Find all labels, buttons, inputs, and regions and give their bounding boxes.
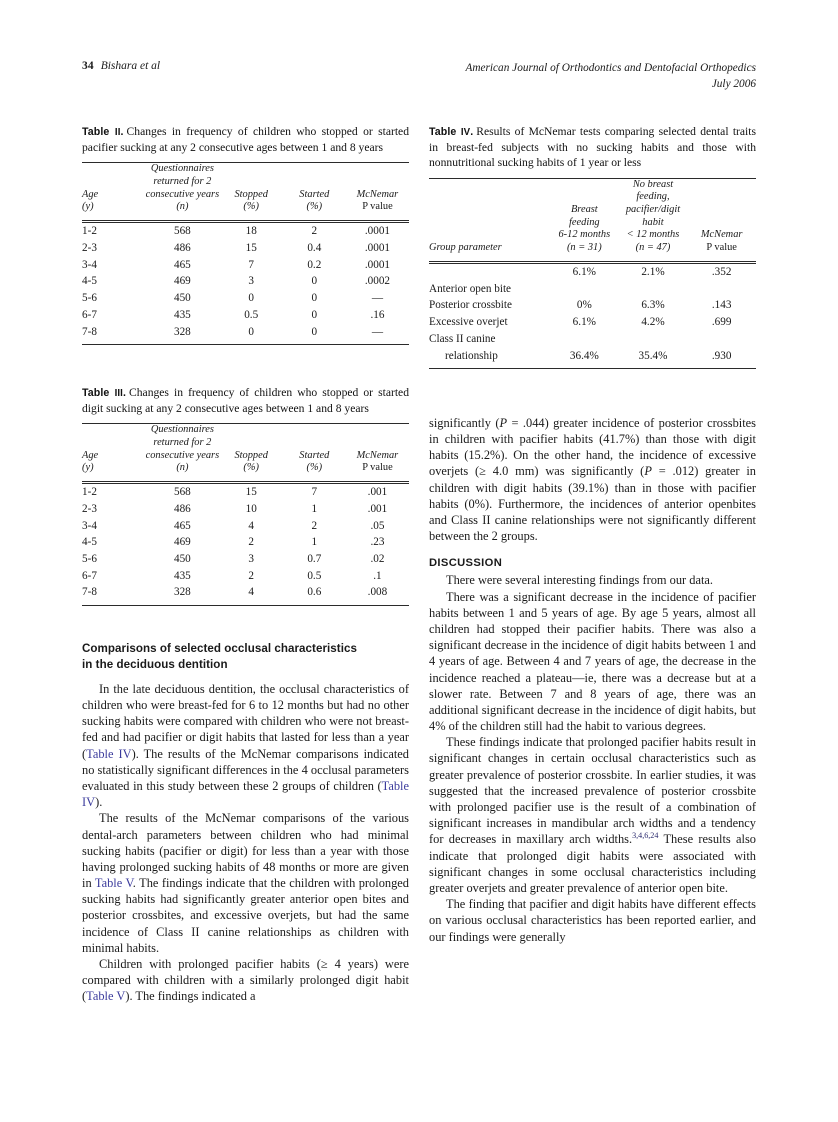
running-head-authors: Bishara et al xyxy=(100,60,161,72)
table-4-th-breast-feeding: Breast feeding 6-12 months (n = 31) xyxy=(558,203,611,253)
table-3-caption-text: Changes in frequency of children who stopped or started digit sucking at any 2 consecutive ages between 1 and 8 years xyxy=(82,385,409,415)
table-3-caption xyxy=(82,385,409,416)
table-4-caption-text: Results of McNemar tests comparing selected dental traits in breast-fed subjects with no sucking habits and those with nonnutritional sucking habits of 1 year or less xyxy=(429,125,757,170)
right-column xyxy=(429,124,756,945)
table-row: Excessive overjet 6.1% 4.2% .699 xyxy=(429,316,732,329)
paragraph-habit-decline: There was a significant decrease in the incidence of pacifier habits between 1 and 5 years of age. By age 5 years, almost all children had stopped their pacifier habits. There was also a significant decrease in the incidence of digit habits between 1 and 4 years of age. Between 4 and 7 years of age, the decrease in the incidence reached a plateau—ie, there was a decrease but at a slower rate. Between 7 and 8 years of age, there was an additional significant decrease in the incidence of digit habits, but 4% of the children still had the habit to various degrees. xyxy=(429,589,756,734)
table-row: 6.1% 2.1% .352 xyxy=(572,265,732,278)
table-4-label: Table IV. xyxy=(429,126,474,138)
table-row: 1-2 568 15 7 .001 xyxy=(82,486,388,499)
table-4-th-no-breast-feeding: No breast feeding, pacifier/digit habit < 12 months (n = 47) xyxy=(625,178,681,253)
table-2-caption-text: Changes in frequency of children who stopped or started pacifier sucking at any 2 consecutive ages between 1 and 8 years xyxy=(82,125,409,154)
paragraph-crossbite-overjet-results: significantly (P = .044) greater incidence of posterior crossbites in children with pacifier habits (41.7%) than those with digit habits (15.2%). On the other hand, the incidence of excessive overjets (≥ 4.0 mm) was significantly (P = .012) greater in children with digit habits (39.1%) than in those with pacifier habits (0%). Furthermore, the incidences of anterior openbites and Class II canine relationships were not significantly different between the 2 groups. xyxy=(429,415,756,544)
table-row: 7-8 328 0 0 — xyxy=(82,325,384,338)
p-symbol-1: P xyxy=(499,415,508,430)
table-row: 6-7 435 2 0.5 .1 xyxy=(82,569,382,582)
table-row: 4-5 469 3 0 .0002 xyxy=(82,275,391,288)
reference-marker[interactable]: 3,4,6,24 xyxy=(632,831,659,841)
table-3-th-started: Started (%) xyxy=(299,449,330,474)
table-2-block xyxy=(82,124,409,345)
running-head-left xyxy=(82,60,160,72)
table-2-caption xyxy=(82,124,409,155)
table-3-th-age: Age (y) xyxy=(82,449,99,474)
paragraph-mcnemar-dental-arch: The results of the McNemar comparisons of the various dental-arch parameters between children who had minimal sucking habits (pacifier or digit) for less than a year with those having prolonged sucking habits of 48 months or more are given in Table V. The findings indicate that the children with prolonged sucking habits had significantly greater anterior open bites and posterior crossbites, and excessive overjets, but had the same incidence of Class II canine relationships as children with minimal habits. xyxy=(82,811,409,955)
table-3-th-mcnemar: McNemar P value xyxy=(356,449,399,474)
table-row: Class II canine xyxy=(429,332,496,345)
table-4-th-mcnemar: McNemar P value xyxy=(700,229,743,253)
table-row: Posterior crossbite 0% 6.3% .143 xyxy=(429,299,732,312)
left-column xyxy=(82,124,409,1005)
table-4-body xyxy=(429,257,756,369)
journal-title: American Journal of Orthodontics and Dentofacial Orthopedics xyxy=(465,62,756,74)
p-symbol-2: P xyxy=(644,464,652,479)
table-row: 5-6 450 3 0.7 .02 xyxy=(82,553,385,566)
table-row: 3-4 465 7 0.2 .0001 xyxy=(82,258,391,271)
table-row: 4-5 469 2 1 .23 xyxy=(82,536,385,549)
xref-table-v-1[interactable]: Table V xyxy=(94,876,133,891)
left-column-prose xyxy=(82,641,409,1005)
xref-table-iv-2[interactable]: Table IV xyxy=(82,778,409,810)
table-row: relationship 36.4% 35.4% .930 xyxy=(445,349,732,362)
page-number: 34 xyxy=(82,60,94,72)
table-2-th-mcnemar: McNemar P value xyxy=(356,188,399,213)
table-row: 2-3 486 10 1 .001 xyxy=(82,502,388,515)
paragraph-discussion-intro: There were several interesting findings from our data. xyxy=(446,573,713,588)
right-column-prose xyxy=(429,415,756,945)
table-4-caption xyxy=(429,124,756,171)
paragraph-prolonged-habit-effects: These findings indicate that prolonged pacifier habits result in significant changes in certain occlusal characteristics such as greater prevalence of posterior crossbite. In earlier studies, it was suggested that the increased prevalence of posterior crossbite with prolonged pacifier use is the result of a combination of significant increases in mandibular arch widths and a tendency for decreases in maxillary arch widths.$^{3,4,6,24}$ These results also indicate that prolonged digit habits were associated with significant changes in some occlusal characteristics including greater overjets and greater prevalence of anterior open bite. xyxy=(429,735,757,895)
table-2-th-questionnaires: Questionnaires returned for 2 consecutive years (n) xyxy=(145,163,220,213)
table-4-th-group-parameter: Group parameter xyxy=(429,242,502,253)
running-head xyxy=(82,60,756,93)
issue-date: July 2006 xyxy=(711,78,756,91)
table-row: 6-7 435 0.5 0 .16 xyxy=(82,308,385,321)
table-2-label: Table II. xyxy=(82,126,124,138)
discussion-heading: DISCUSSION xyxy=(429,557,503,570)
table-4 xyxy=(429,178,756,369)
table-row: 7-8 328 4 0.6 .008 xyxy=(82,586,388,599)
table-row: 3-4 465 4 2 .05 xyxy=(82,519,385,532)
table-3-block xyxy=(82,385,409,606)
table-3-label: Table III. xyxy=(82,386,127,399)
paragraph-pacifier-vs-digit: The finding that pacifier and digit habits have different effects on various occlusal characteristics has been reported earlier, and our findings were generally xyxy=(429,897,756,944)
xref-table-v-2[interactable]: Table V xyxy=(86,989,126,1004)
running-head-right xyxy=(465,60,756,93)
xref-table-iv-1[interactable]: Table IV xyxy=(86,746,132,761)
table-4-block xyxy=(429,124,756,369)
table-2-th-started: Started (%) xyxy=(299,188,330,213)
table-2-th-age: Age (y) xyxy=(82,188,99,213)
table-row: Anterior open bite xyxy=(429,282,512,295)
table-row: 1-2 568 18 2 .0001 xyxy=(82,225,391,238)
table-row: 5-6 450 0 0 — xyxy=(82,292,384,305)
table-row: 2-3 486 15 0.4 .0001 xyxy=(82,242,391,255)
table-3-th-questionnaires: Questionnaires returned for 2 consecutive years (n) xyxy=(145,424,220,474)
paragraph-prolonged-pacifier: Children with prolonged pacifier habits (≥ 4 years) were compared with children with a similarly prolonged digit habit (Table V). The findings indicated a xyxy=(82,957,409,1004)
table-3-th-stopped: Stopped (%) xyxy=(234,449,268,474)
table-2-body xyxy=(82,216,409,344)
table-3-body xyxy=(82,477,409,605)
table-3 xyxy=(82,423,409,606)
section-heading: Comparisons of selected occlusal characteristics in the deciduous dentition xyxy=(82,641,357,671)
paragraph-deciduous-comparison: In the late deciduous dentition, the occlusal characteristics of children who were breast-fed for 6 to 12 months but had no other sucking habits were compared with children who were not breast-fed and had pacifier or digit habits that lasted for less than a year (Table IV). The results of the McNemar comparisons indicated no statistically significant differences in the 4 occlusal parameters evaluated in this study between these 2 groups of children (Table IV). xyxy=(82,681,410,810)
table-2-th-stopped: Stopped (%) xyxy=(234,188,268,213)
table-2 xyxy=(82,162,409,345)
